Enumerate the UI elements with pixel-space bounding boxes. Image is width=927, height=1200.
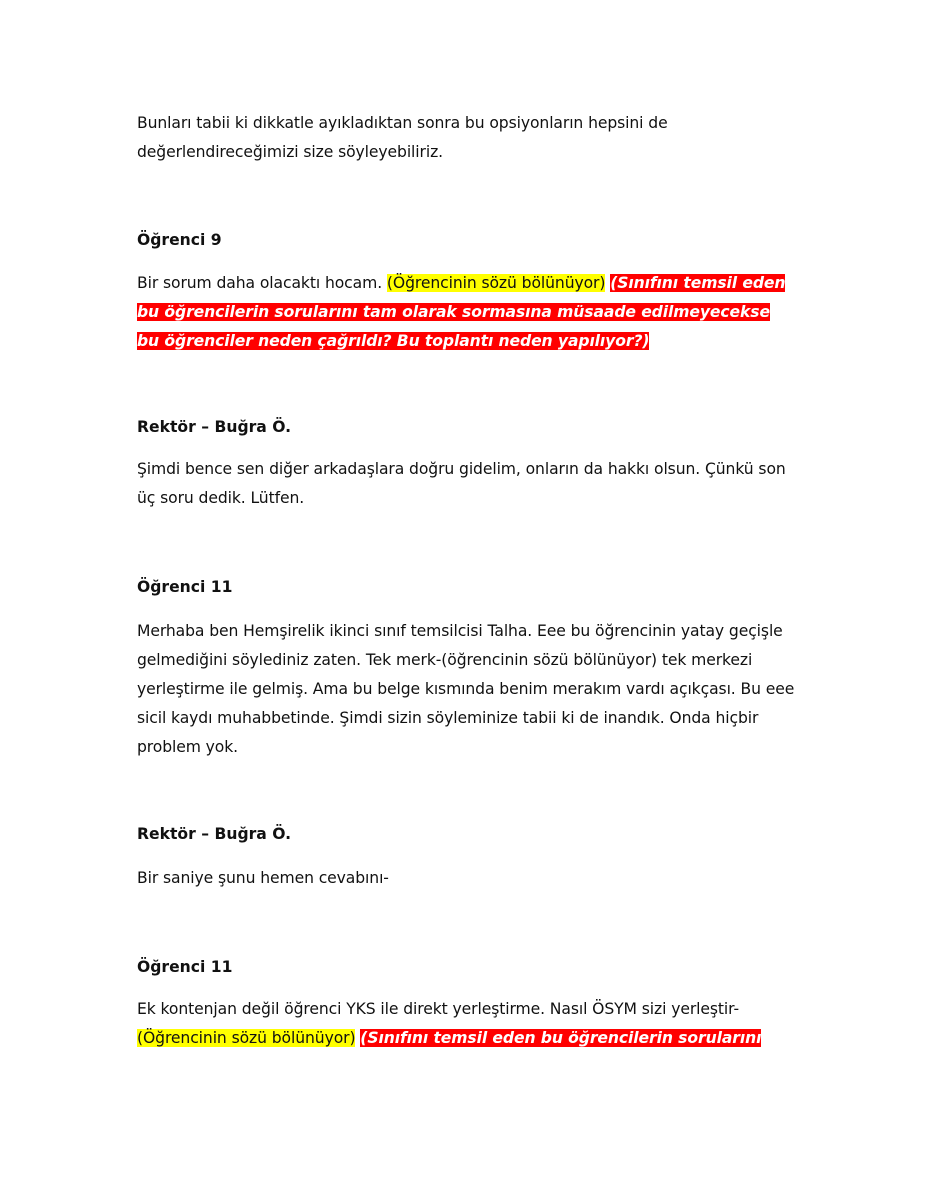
paragraph-main-text: Ek kontenjan değil öğrenci YKS ile direkt yerleştirme. Nasıl ÖSYM sizi yerleştir-	[137, 1000, 739, 1018]
paragraph-rektor-2	[137, 864, 797, 893]
speaker-name: Rektör – Buğra Ö.	[137, 825, 292, 843]
speaker-label-ogrenci-9	[137, 228, 797, 252]
speaker-label-rektor	[137, 415, 797, 439]
speaker-name: Rektör – Buğra Ö.	[137, 418, 292, 436]
paragraph-text: Bunları tabii ki dikkatle ayıkladıktan sonra bu opsiyonların hepsini de değerlendireceğimizi size söyleyebiliriz.	[137, 114, 668, 161]
paragraph-main-text: Bir sorum daha olacaktı hocam.	[137, 274, 383, 292]
editorial-comment-red: (Sınıfını temsil eden bu öğrencilerin sorularını tam olarak sormasına müsaade edilmeyecekse bu öğrenciler neden çağrıldı? Bu toplantı neden yapılıyor?)	[137, 274, 786, 350]
interruption-note-yellow: (Öğrencinin sözü bölünüyor)	[137, 1029, 356, 1047]
speaker-label-rektor-2	[137, 822, 797, 846]
paragraph-ogrenci-9	[137, 269, 797, 356]
editorial-comment-red: (Sınıfını temsil eden bu öğrencilerin sorularını	[360, 1029, 762, 1047]
paragraph-text: Şimdi bence sen diğer arkadaşlara doğru gidelim, onların da hakkı olsun. Çünkü son üç soru dedik. Lütfen.	[137, 460, 786, 507]
speaker-name: Öğrenci 11	[137, 958, 233, 976]
paragraph-text: Merhaba ben Hemşirelik ikinci sınıf temsilcisi Talha. Eee bu öğrencinin yatay geçişle gelmediğini söylediniz zaten. Tek merk-(öğrencinin sözü bölünüyor) tek merkezi yerleştirme ile gelmiş. Ama bu belge kısmında benim merakım vardı açıkçası. Bu eee sicil kaydı muhabbetinde. Şimdi sizin söyleminize tabii ki de inandık. Onda hiçbir problem yok.	[137, 622, 795, 756]
paragraph-ogrenci-11	[137, 617, 797, 762]
speaker-name: Öğrenci 11	[137, 578, 233, 596]
speaker-label-ogrenci-11	[137, 575, 797, 599]
paragraph-intro	[137, 109, 797, 167]
paragraph-text	[137, 995, 797, 1053]
paragraph-text: Bir saniye şunu hemen cevabını-	[137, 869, 389, 887]
paragraph-text	[137, 269, 797, 356]
paragraph-rektor-1	[137, 455, 797, 513]
paragraph-ogrenci-11-2	[137, 995, 797, 1053]
speaker-label-ogrenci-11-2	[137, 955, 797, 979]
interruption-note-yellow: (Öğrencinin sözü bölünüyor)	[386, 274, 606, 292]
speaker-name: Öğrenci 9	[137, 231, 222, 249]
